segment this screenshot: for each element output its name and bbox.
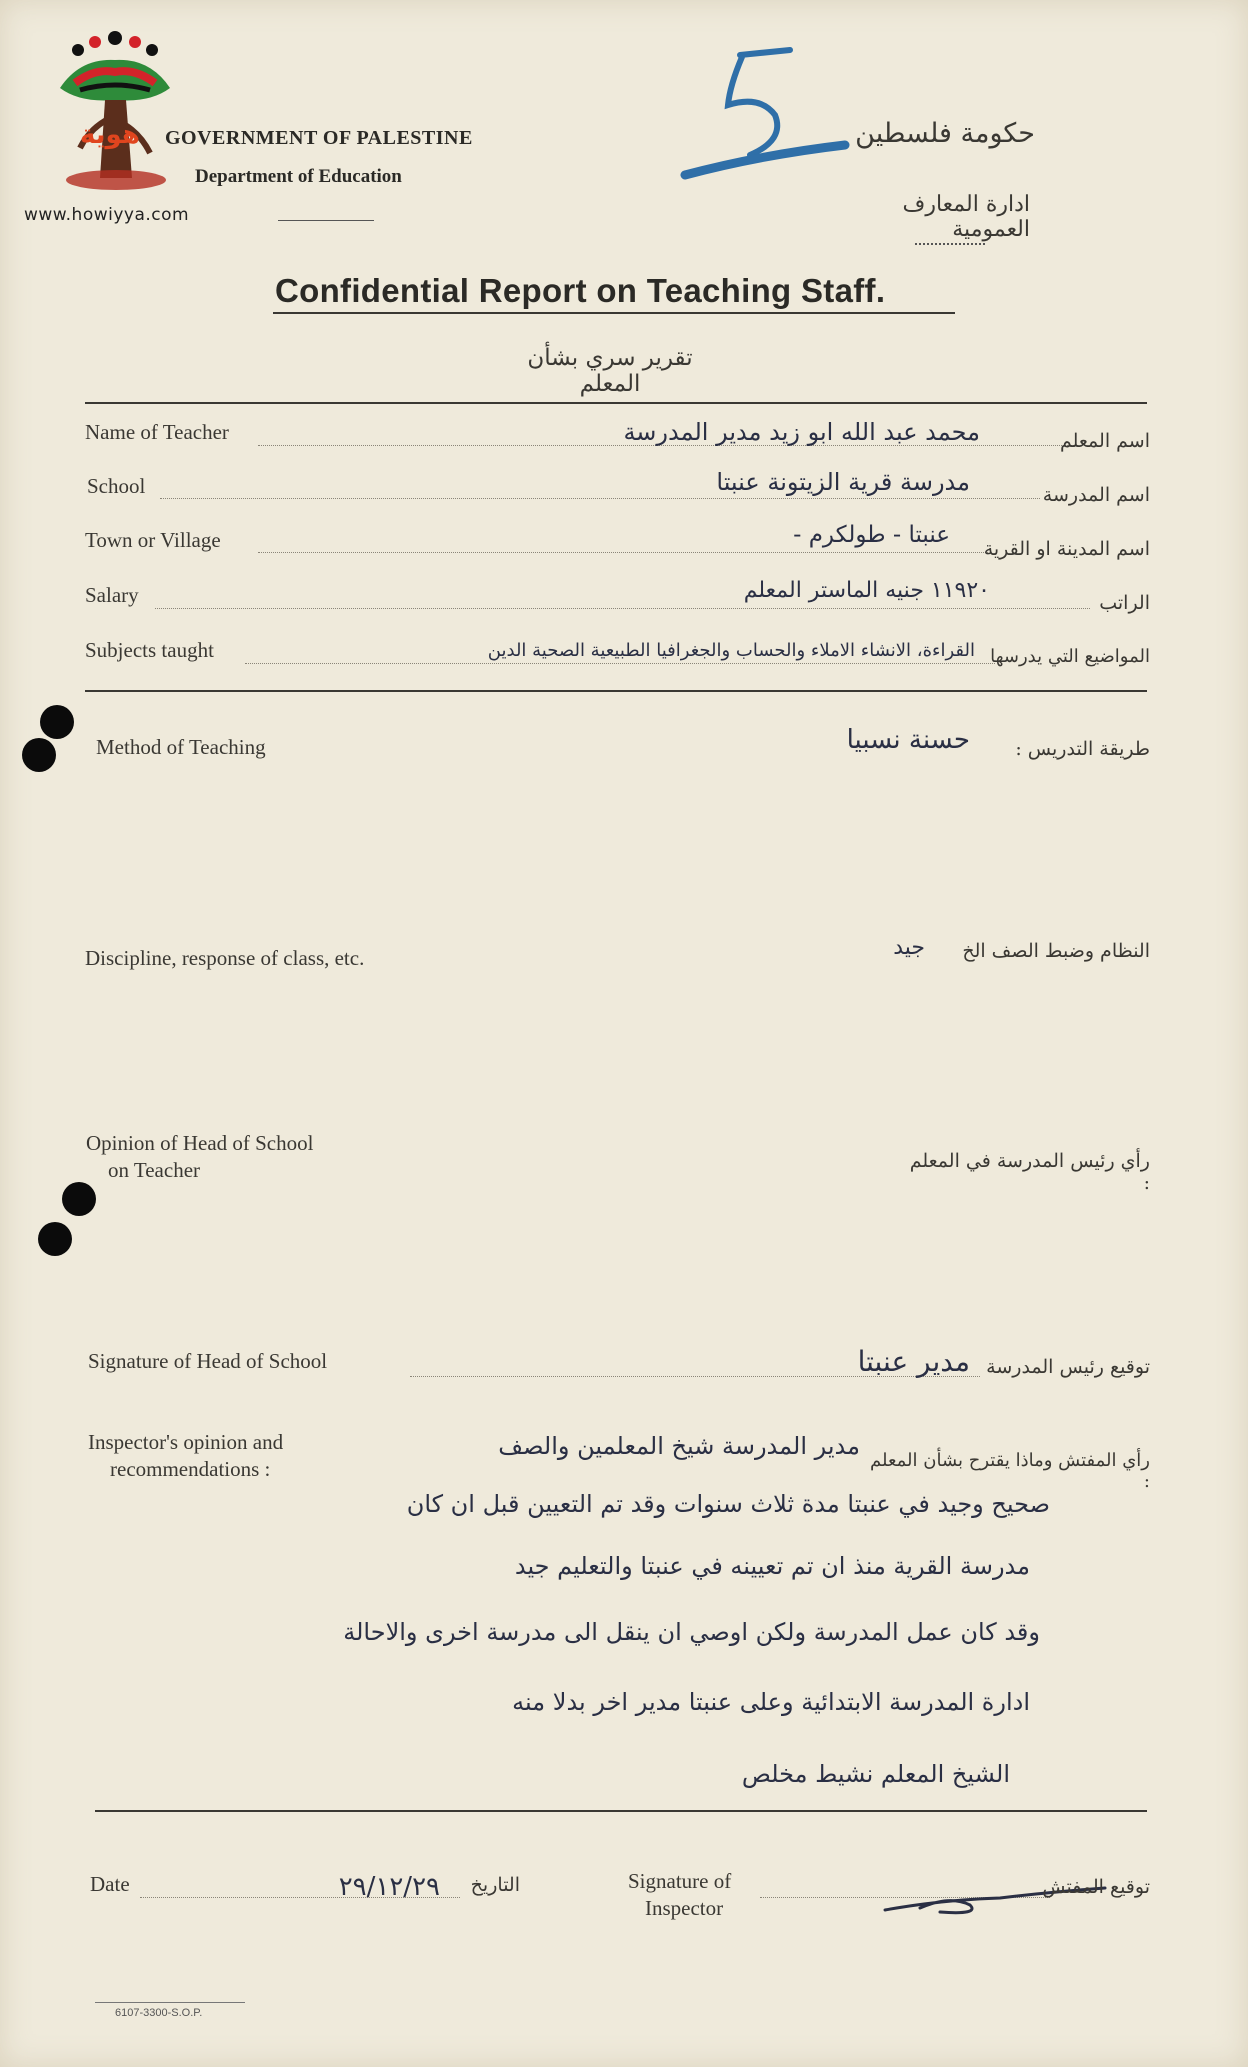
field-dotted-line-school [160,498,1040,499]
inspector-opinion-label-en-2: recommendations : [110,1457,271,1481]
field-label-en-subjects: Subjects taught [85,638,214,662]
field-dotted-line-salary [155,608,1090,609]
date-label-en: Date [90,1872,130,1896]
head-signature-value: مدير عنبتا [857,1345,970,1378]
punch-hole-4 [38,1222,72,1256]
inspector-note-line-3: مدرسة القرية منذ ان تم تعيينه في عنبتا والتعليم جيد [514,1552,1030,1580]
field-value-name: محمد عبد الله ابو زيد مدير المدرسة [623,418,980,446]
field-label-ar-school: اسم المدرسة [1042,484,1150,506]
watermark-url: www.howiyya.com [24,205,190,225]
head-opinion-label-en-2: on Teacher [108,1158,201,1182]
punch-hole-1 [40,705,74,739]
inspector-note-line-5: ادارة المدرسة الابتدائية وعلى عنبتا مدير اخر بدلا منه [512,1688,1030,1716]
method-label-ar: طريقة التدريس : [1015,738,1150,760]
department-title-en: Department of Education [195,166,402,187]
field-label-en-school: School [87,474,146,498]
head-opinion-label-ar: رأي رئيس المدرسة في المعلم : [909,1150,1150,1194]
inspector-signature-label-en-2: Inspector [645,1896,724,1920]
field-label-ar-town: اسم المدينة او القرية [983,538,1150,560]
inspector-note-line-1: مدير المدرسة شيخ المعلمين والصف [498,1432,860,1460]
footer-rule [95,2002,245,2003]
tree-logo-icon [40,28,190,198]
field-value-salary: ١١٩٢٠ جنيه الماستر المعلم [743,578,990,603]
discipline-label-en: Discipline, response of class, etc. [85,946,365,970]
inspector-signature-label-en-1: Signature of [628,1869,732,1893]
government-title-en: GOVERNMENT OF PALESTINE [165,127,473,149]
footer-print-code: 6107-3300-S.O.P. [115,2007,203,2019]
punch-hole-3 [62,1182,96,1216]
field-value-subjects: القراءة، الانشاء الاملاء والحساب والجغرافيا الطبيعية الصحية الدين [487,640,975,661]
field-dotted-line-subjects [245,663,995,664]
field-value-town: عنبتا - طولكرم - [793,522,950,548]
head-signature-label-en: Signature of Head of School [88,1349,328,1373]
method-label-en: Method of Teaching [96,735,266,759]
method-value: حسنة نسبيا [846,725,970,755]
inspector-note-line-2: صحيح وجيد في عنبتا مدة ثلاث سنوات وقد تم التعيين قبل ان كان [406,1490,1050,1518]
inspector-note-line-6: الشيخ المعلم نشيط مخلص [741,1760,1010,1788]
government-title-ar: حكومة فلسطين [855,118,1035,149]
logo-overlay-text: هوية [80,120,140,150]
date-value: ٢٩/١٢/٢٩ [338,1872,440,1902]
inspector-opinion-label-ar: رأي المفتش وماذا يقترح بشأن المعلم : [870,1450,1150,1492]
inspector-signature-label-ar: توقيع المفتش [1042,1876,1150,1898]
section-rule-middle [85,690,1147,692]
field-dotted-line-town [258,552,988,553]
head-signature-label-ar: توقيع رئيس المدرسة [986,1356,1150,1378]
report-title-underline [273,312,955,314]
field-label-ar-name: اسم المعلم [1059,430,1150,452]
field-label-en-town: Town or Village [85,528,221,552]
field-value-school: مدرسة قرية الزيتونة عنبتا [716,468,970,496]
date-label-ar: التاريخ [470,1874,520,1896]
inspector-note-line-4: وقد كان عمل المدرسة ولكن اوصي ان ينقل الى مدرسة اخرى والاحالة [343,1618,1040,1646]
section-rule-top [85,402,1147,404]
discipline-label-ar: النظام وضبط الصف الخ [962,940,1150,962]
howiyya-logo [40,28,190,198]
inspector-opinion-label-en-1: Inspector's opinion and [88,1430,284,1454]
header-divider-left [278,220,374,221]
field-label-en-name: Name of Teacher [85,420,229,444]
header-divider-right [915,243,985,245]
report-title-ar: تقرير سري بشأن المعلم [527,345,693,397]
field-label-ar-subjects: المواضيع التي يدرسها [990,646,1150,667]
section-rule-bottom [95,1810,1147,1812]
punch-hole-2 [22,738,56,772]
department-title-ar: ادارة المعارف العمومية [902,192,1030,242]
file-number-mark [680,45,850,185]
blue-pencil-scribble-icon [680,45,850,185]
field-label-en-salary: Salary [85,583,139,607]
report-title-en: Confidential Report on Teaching Staff. [275,272,886,309]
head-opinion-label-en-1: Opinion of Head of School [86,1131,314,1155]
field-label-ar-salary: الراتب [1099,592,1150,614]
discipline-value: جيد [893,935,925,960]
